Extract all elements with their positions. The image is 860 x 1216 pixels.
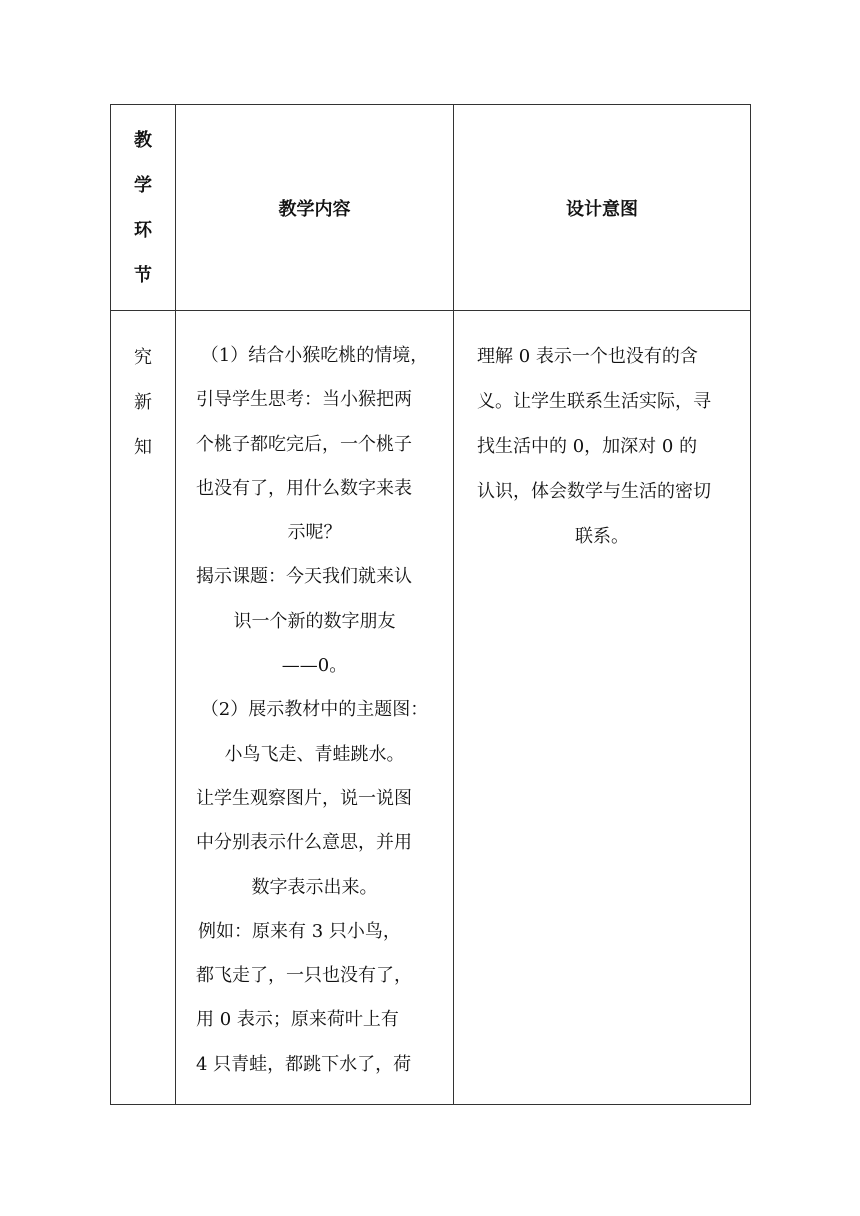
content-line: 识一个新的数字朋友 (233, 610, 396, 632)
header-stage-char: 教 (134, 129, 152, 151)
table-row (111, 311, 751, 1105)
stage-char: 知 (134, 437, 152, 458)
content-line: 中分别表示什么意思，并用 (196, 832, 412, 854)
header-design-intent: 设计意图 (454, 105, 751, 311)
content-line: 小鸟飞走、青蛙跳水。 (224, 743, 405, 765)
design-intent-cell (454, 311, 751, 1105)
content-text (176, 311, 453, 1087)
content-line: 用 0 表示；原来荷叶上有 (196, 1009, 399, 1031)
content-line: （2）展示教材中的主题图： (200, 699, 429, 721)
header-stage-char: 节 (134, 264, 152, 286)
content-cell (176, 311, 454, 1105)
content-line: ——0。 (281, 655, 348, 677)
content-line: 引导学生思考：当小猴把两 (196, 389, 412, 411)
content-line: 也没有了，用什么数字来表 (196, 477, 412, 499)
table-header-row (111, 105, 751, 311)
design-line: 理解 0 表示一个也没有的含 (477, 346, 698, 367)
stage-char: 究 (134, 347, 152, 368)
design-line: 找生活中的 0，加深对 0 的 (477, 436, 698, 457)
header-stage-char: 学 (134, 174, 152, 196)
content-line: 个桃子都吃完后，一个桃子 (196, 433, 412, 455)
header-teaching-content: 教学内容 (176, 105, 454, 311)
design-line: 义。让学生联系生活实际，寻 (477, 391, 711, 412)
content-line: 示呢？ (287, 522, 342, 544)
design-intent-text (454, 311, 750, 559)
content-line: 例如：原来有 3 只小鸟， (198, 920, 401, 942)
header-stage-char: 环 (134, 219, 152, 241)
content-line: 数字表示出来。 (251, 876, 378, 898)
lesson-plan-table (110, 104, 751, 1105)
design-line: 联系。 (575, 526, 629, 547)
header-teaching-stage (111, 105, 176, 311)
content-line: 4 只青蛙，都跳下水了，荷 (196, 1053, 412, 1075)
content-line: （1）结合小猴吃桃的情境， (200, 345, 429, 366)
content-line: 揭示课题：今天我们就来认 (196, 566, 412, 588)
stage-char: 新 (134, 392, 152, 413)
content-line: 都飞走了，一只也没有了， (196, 965, 412, 987)
content-line: 让学生观察图片，说一说图 (196, 787, 412, 809)
design-line: 认识，体会数学与生活的密切 (477, 481, 711, 502)
stage-label-cell (111, 311, 176, 1105)
